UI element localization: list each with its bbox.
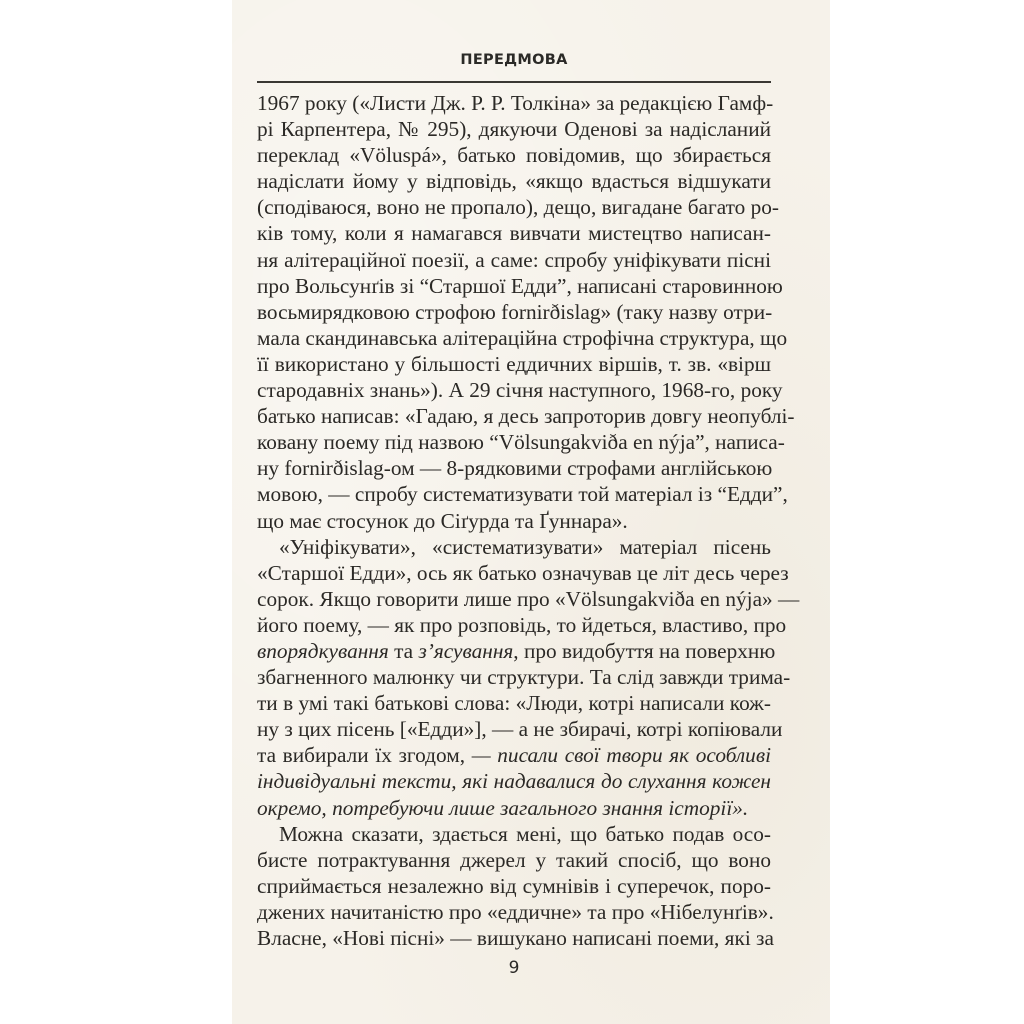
text-line: джених начитаністю про «еддичне» та про «Нібелунґів».: [257, 899, 774, 924]
text-line: її використано у більшості еддичних віршів, т. зв. «вірш: [257, 351, 771, 376]
text-line: ків тому, коли я намагався вивчати мистецтво написан-: [257, 221, 771, 246]
text-line: сорок. Якщо говорити лише про «Völsungakviða en nýja» —: [257, 586, 800, 611]
text-segment: та вибирали їх згодом,: [257, 743, 472, 768]
text-line: (сподіваюся, воно не пропало), дещо, вигадане багато ро-: [257, 195, 780, 220]
page-number: 9: [508, 958, 520, 978]
text-line: ковану поему під назвою “Völsungakviða en nýja”, написа-: [257, 430, 785, 455]
text-line: стародавніх знань»). А 29 січня наступного, 1968-го, року: [257, 378, 783, 403]
text-line: ну з цих пісень [«Едди»], — а не збирачі, котрі копіювали: [257, 717, 783, 742]
text-line: збагненного малюнку чи структури. Та слід завжди трима-: [257, 665, 791, 690]
text-line-mixed: [257, 638, 776, 664]
text-line-mixed: [257, 742, 771, 768]
text-line: переклад «Völuspá», батько повідомив, що збирається: [257, 143, 771, 168]
text-segment: та: [388, 638, 419, 663]
text-line: 1967 року («Листи Дж. Р. Р. Толкіна» за редакцією Гамф-: [257, 91, 774, 115]
paragraph-start-line: Можна сказати, здається мені, що батько подав осо-: [279, 821, 771, 846]
text-line: Власне, «Нові пісні» — вишукано написані поеми, які за: [257, 926, 774, 950]
text-segment: , про видобуття на поверхню: [513, 638, 776, 663]
italic-quote: — писали свої твори як особливі: [471, 743, 771, 768]
text-line: мала скандинавська алітераційна строфічна структура, що: [257, 325, 788, 350]
text-line: сприймається незалежно від сумнівів і суперечок, поро-: [257, 873, 771, 898]
text-line: бисте потрактування джерел у такий спосіб, що воно: [257, 847, 771, 872]
italic-phrase: з’ясування: [418, 638, 514, 663]
text-line: надіслати йому у відповідь, «якщо вдасться відшукати: [257, 169, 771, 194]
header-rule: [257, 81, 771, 83]
italic-quote-end-line: окремо, потребуючи лише загального знання історії».: [257, 795, 749, 820]
text-line: рі Карпентера, № 295), дякуючи Оденові за надісланий: [257, 117, 771, 142]
text-line: про Вольсунґів зі “Старшої Едди”, написані старовинною: [257, 273, 783, 298]
text-line: ну fornirðislag-ом — 8-рядковими строфами англійською: [257, 456, 773, 481]
paragraph-start-line: «Уніфікувати», «систематизувати» матеріал пісень: [279, 534, 771, 559]
running-header: ПЕРЕДМОВА: [460, 52, 568, 68]
text-line: ти в умі такі батькові слова: «Люди, котрі написали кож-: [257, 691, 771, 716]
body-text: [257, 90, 800, 951]
text-line: батько написав: «Гадаю, я десь запроторив довгу неопублі-: [257, 404, 795, 429]
paragraph-end-line: що має стосунок до Сіґурда та Ґуннара».: [257, 508, 628, 533]
text-line: ня алітераційної поезії, а саме: спробу уніфікувати пісні: [257, 247, 771, 272]
text-line: восьмирядковою строфою fornirðislag» (таку назву отри-: [257, 299, 773, 324]
italic-quote-line: індивідуальні тексти, які надавалися до слухання кожен: [257, 769, 771, 794]
text-line: його поему, — як про розповідь, то йдеться, властиво, про: [257, 612, 787, 637]
text-line: «Старшої Едди», ось як батько означував це літ десь через: [257, 560, 789, 585]
text-line: мовою, — спробу систематизувати той матеріал із “Едди”,: [257, 482, 788, 507]
italic-phrase: впорядкування: [257, 638, 389, 663]
